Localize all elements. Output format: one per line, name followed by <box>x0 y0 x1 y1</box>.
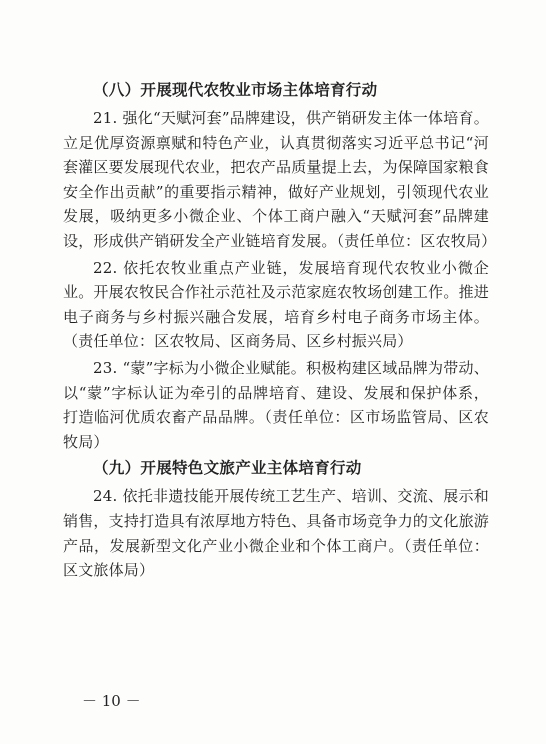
paragraph-21: 21. 强化“天赋河套”品牌建设，供产销研发主体一体培育。立足优厚资源禀赋和特色产业，认真贯彻落实习近平总书记“河套灌区要发展现代农业，把农产品质量提上去，为保障国家粮食安全作出贡献”的重要指示精神，做好产业规划，引领现代农业发展，吸纳更多小微企业、个体工商户融入“天赋河套”品牌建设，形成供产销研发全产业链培育发展。（责任单位：区农牧局） <box>63 109 497 250</box>
document-body <box>63 78 497 585</box>
paragraph-23: 23. “蒙”字标为小微企业赋能。积极构建区域品牌为带动、以“蒙”字标认证为牵引的品牌培育、建设、发展和保护体系，打造临河优质农畜产品品牌。（责任单位：区市场监管局、区农牧局） <box>63 358 489 451</box>
paragraph-24: 24. 依托非遗技能开展传统工艺生产、培训、交流、展示和销售，支持打造具有浓厚地方特色、具备市场竞争力的文化旅游产品，发展新型文化产业小微企业和个体工商户。（责任单位：区文旅体局） <box>63 487 489 580</box>
paragraph-22: 22. 依托农牧业重点产业链，发展培育现代农牧业小微企业。开展农牧民合作社示范社及示范家庭农牧场创建工作。推进电子商务与乡村振兴融合发展，培育乡村电子商务市场主体。（责任单位：区农牧局、区商务局、区乡村振兴局） <box>63 258 489 351</box>
section-heading-9: （九）开展特色文旅产业主体培育行动 <box>93 458 362 478</box>
section-heading-8: （八）开展现代农牧业市场主体培育行动 <box>93 80 378 99</box>
page-number: － 10 － <box>82 692 141 710</box>
